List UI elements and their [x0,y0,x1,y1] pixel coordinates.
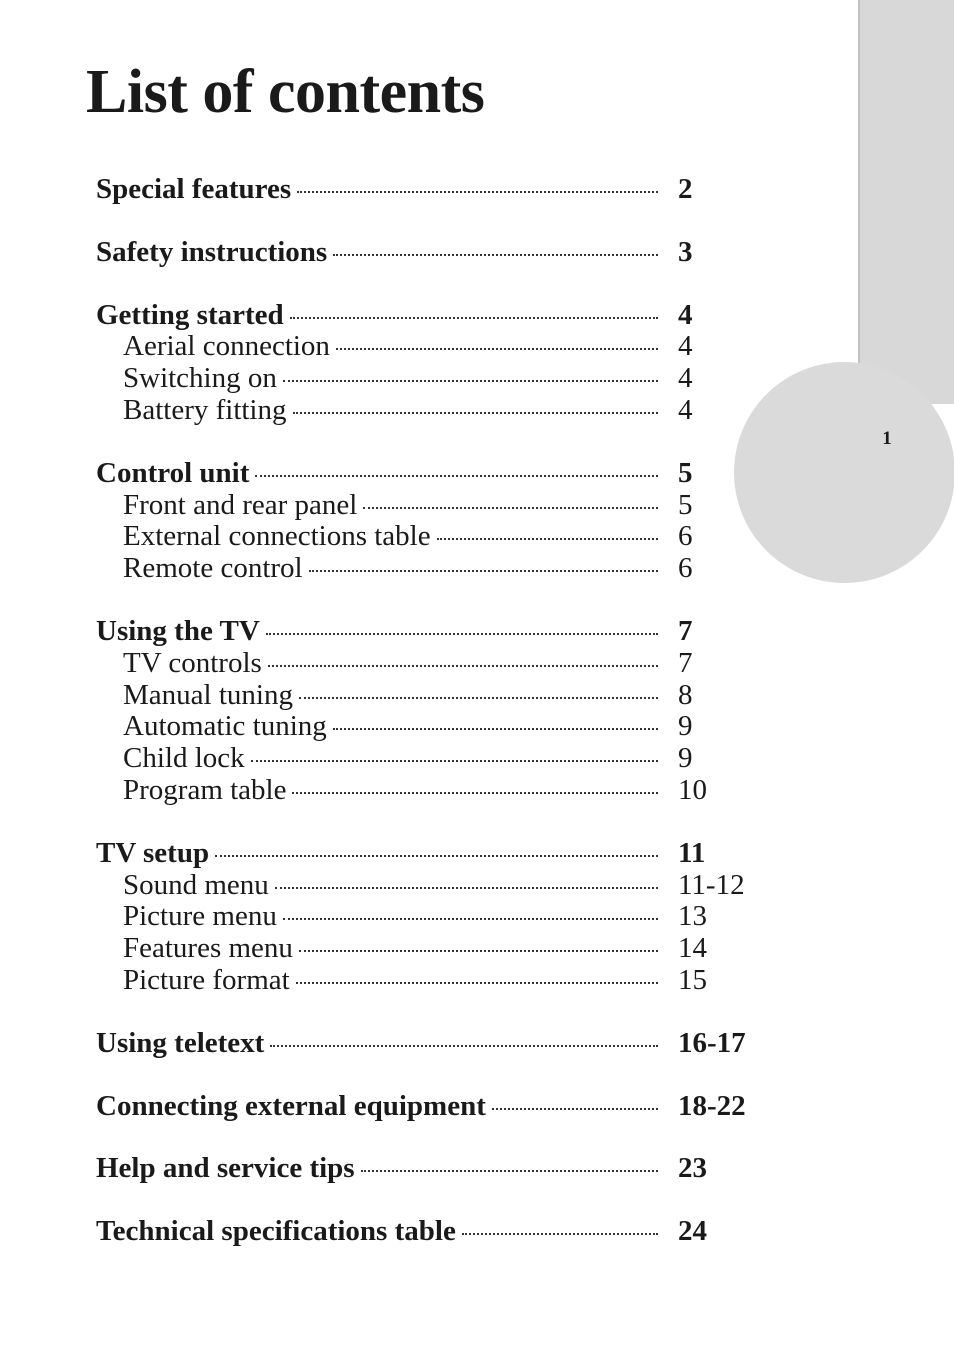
toc-entry-label: Child lock [123,742,245,775]
toc-entry-page: 13 [678,900,707,933]
dot-leader [293,412,659,414]
toc-section-tv-setup [96,838,756,997]
toc-section-using-the-tv [96,616,756,807]
toc-subentry-battery-fitting[interactable] [96,395,756,427]
toc-entry-label: Aerial connection [123,330,330,363]
toc-entry-label: External connections table [123,520,431,553]
dot-leader [215,855,658,857]
dot-leader [251,760,658,762]
toc-entry-label: Switching on [123,362,277,395]
dot-leader [299,697,658,699]
toc-entry-page: 2 [678,173,693,205]
page-title: List of contents [86,58,485,126]
toc-subentry-features-menu[interactable] [96,933,756,965]
dot-leader [299,950,658,952]
toc-subentry-front-and-rear-panel[interactable] [96,490,756,522]
toc-subentry-tv-controls[interactable] [96,648,756,680]
toc-entry-label: Help and service tips [96,1152,355,1185]
toc-entry-label: Manual tuning [123,678,293,711]
toc-entry-page: 9 [678,710,693,743]
table-of-contents [96,174,756,1279]
page-number: 1 [882,428,892,449]
toc-entry-page: 9 [678,742,693,775]
toc-entry-safety-instructions[interactable] [96,237,756,269]
toc-section-safety-instructions [96,237,756,269]
toc-subentry-manual-tuning[interactable] [96,680,756,712]
toc-entry-label: Control unit [96,456,250,489]
toc-entry-label: Picture format [123,963,290,996]
toc-section-using-teletext [96,1028,756,1060]
toc-entry-connecting-external-equipment[interactable] [96,1091,756,1123]
dot-leader [363,507,658,509]
toc-section-help-and-service-tips [96,1153,756,1185]
toc-entry-getting-started[interactable] [96,300,756,332]
toc-entry-page: 4 [678,330,693,363]
toc-entry-label: Safety instructions [96,235,328,268]
dot-leader [333,254,658,256]
dot-leader [268,665,658,667]
toc-entry-label: Technical specifications table [96,1215,456,1248]
toc-section-connecting-external-equipment [96,1091,756,1123]
toc-entry-page: 7 [678,646,693,679]
toc-entry-label: Connecting external equipment [96,1089,486,1122]
toc-entry-label: Getting started [96,298,284,331]
toc-entry-technical-specifications-table[interactable] [96,1216,756,1248]
dot-leader [255,475,658,477]
toc-entry-control-unit[interactable] [96,458,756,490]
toc-entry-label: Remote control [123,552,303,585]
toc-entry-using-the-tv[interactable] [96,616,756,648]
toc-subentry-switching-on[interactable] [96,363,756,395]
toc-subentry-automatic-tuning[interactable] [96,711,756,743]
toc-entry-page: 6 [678,520,693,553]
toc-subentry-sound-menu[interactable] [96,870,756,902]
toc-subentry-aerial-connection[interactable] [96,331,756,363]
toc-entry-page: 23 [678,1152,707,1185]
dot-leader [296,982,658,984]
toc-entry-page: 4 [678,393,693,426]
toc-entry-label: Features menu [123,932,293,965]
toc-entry-help-and-service-tips[interactable] [96,1153,756,1185]
dot-leader [266,633,658,635]
toc-entry-page: 5 [678,456,693,489]
toc-entry-page: 14 [678,932,707,965]
page-number-circle [734,362,954,583]
toc-entry-tv-setup[interactable] [96,838,756,870]
toc-entry-page: 3 [678,235,693,268]
toc-entry-page: 10 [678,773,707,806]
toc-entry-label: Program table [123,773,287,806]
side-tab [858,0,954,404]
toc-subentry-program-table[interactable] [96,775,756,807]
dot-leader [333,728,658,730]
toc-entry-page: 4 [678,298,693,331]
dot-leader [361,1170,658,1172]
toc-subentry-picture-menu[interactable] [96,901,756,933]
toc-entry-label: TV setup [96,836,210,869]
dot-leader [270,1045,658,1047]
toc-entry-label: Using the TV [96,614,260,647]
toc-entry-label: TV controls [123,646,262,679]
toc-entry-label: Battery fitting [123,393,287,426]
toc-entry-label: Sound menu [123,868,269,901]
toc-subentry-external-connections-table[interactable] [96,521,756,553]
dot-leader [292,792,658,794]
toc-section-control-unit [96,458,756,585]
toc-entry-page: 8 [678,678,693,711]
toc-subentry-child-lock[interactable] [96,743,756,775]
toc-subentry-picture-format[interactable] [96,965,756,997]
toc-entry-page: 6 [678,552,693,585]
dot-leader [492,1108,658,1110]
toc-section-technical-specifications-table [96,1216,756,1248]
toc-subentry-remote-control[interactable] [96,553,756,585]
toc-entry-page: 24 [678,1215,707,1248]
toc-section-getting-started [96,300,756,427]
toc-section-special-features [96,174,756,206]
dot-leader [462,1233,658,1235]
toc-entry-page: 11-12 [678,868,745,901]
dot-leader [309,570,658,572]
toc-entry-page: 16-17 [678,1026,746,1059]
toc-entry-page: 11 [678,836,706,869]
toc-entry-label: Special features [96,173,292,205]
dot-leader [297,191,658,193]
dot-leader [290,317,658,319]
toc-entry-using-teletext[interactable] [96,1028,756,1060]
toc-entry-label: Front and rear panel [123,488,358,521]
toc-entry-label: Automatic tuning [123,710,327,743]
toc-entry-page: 18-22 [678,1089,746,1122]
toc-entry-page: 5 [678,488,693,521]
toc-entry-page: 4 [678,362,693,395]
dot-leader [275,887,658,889]
dot-leader [336,348,658,350]
toc-entry-label: Using teletext [96,1026,265,1059]
dot-leader [283,380,658,382]
toc-entry-special-features[interactable] [96,174,756,206]
toc-entry-page: 15 [678,963,707,996]
dot-leader [283,918,658,920]
toc-entry-page: 7 [678,614,693,647]
toc-entry-label: Picture menu [123,900,277,933]
dot-leader [437,538,658,540]
